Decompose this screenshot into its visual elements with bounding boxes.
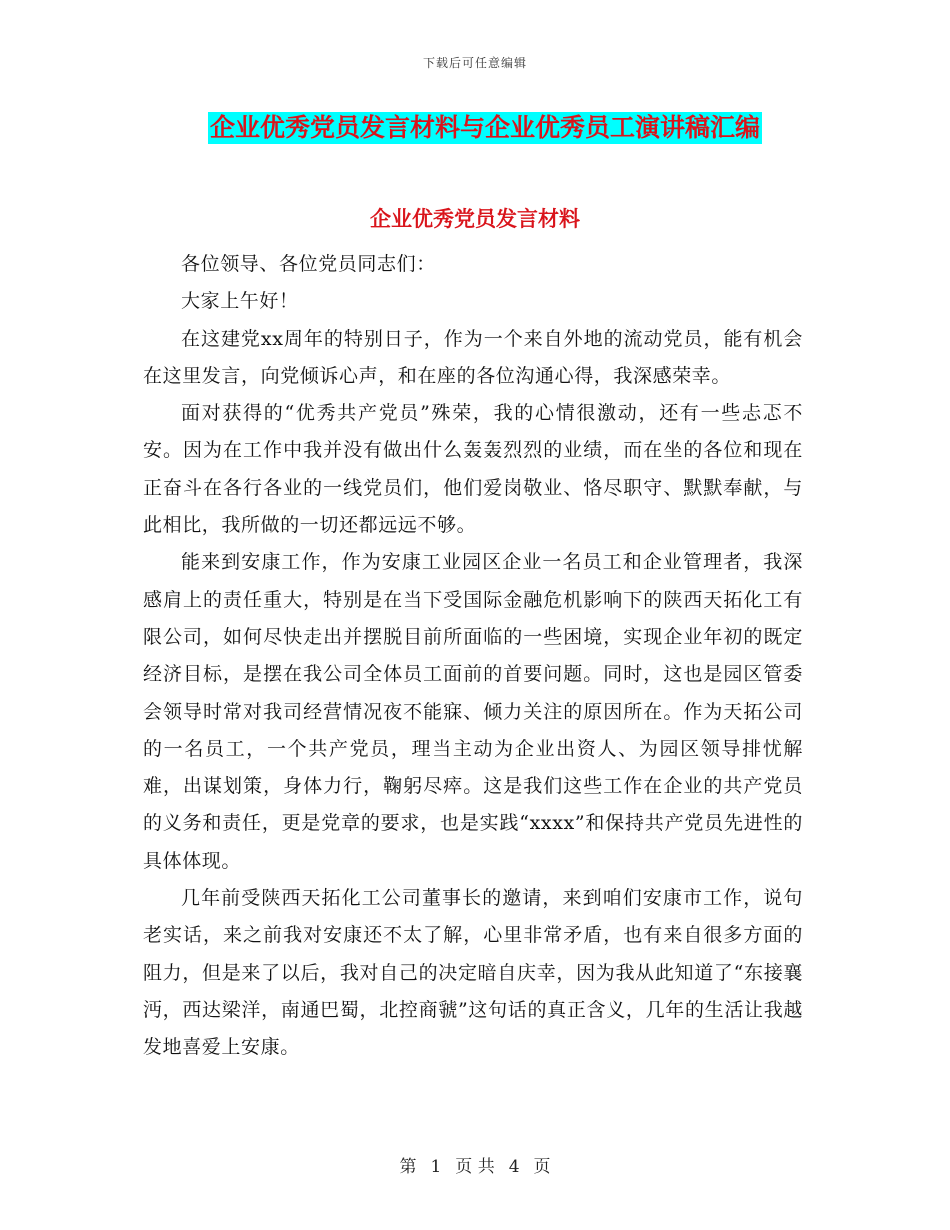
paragraph-greeting: 大家上午好！: [181, 290, 299, 313]
page-footer: [0, 1152, 950, 1177]
paragraph: 在这建党xx周年的特别日子，作为一个来自外地的流动党员，能有机会在这里发言，向党倾诉心声，和在座的各位沟通心得，我深感荣幸。: [143, 327, 803, 387]
paragraph: 能来到安康工作，作为安康工业园区企业一名员工和企业管理者，我深感肩上的责任重大，特别是在当下受国际金融危机影响下的陕西天拓化工有限公司，如何尽快走出并摆脱目前所面临的一些困境，实现企业年初的既定经济目标，是摆在我公司全体员工面前的首要问题。同时，这也是园区管委会领导时常对我司经营情况夜不能寐、倾力关注的原因所在。作为天拓公司的一名员工，一个共产党员，理当主动为企业出资人、为园区领导排忧解难，出谋划策，身体力行，鞠躬尽瘁。这是我们这些工作在企业的共产党员的义务和责任，更是党章的要求，也是实践“xxxx”和保持共产党员先进性的具体体现。: [143, 551, 803, 872]
page-label-suffix: 页: [533, 1157, 551, 1177]
page-label-prefix: 第: [399, 1157, 417, 1177]
paragraph: 几年前受陕西天拓化工公司董事长的邀请，来到咱们安康市工作，说句老实话，来之前我对安康还不太了解，心里非常矛盾，也有来自很多方面的阻力，但是来了以后，我对自己的决定暗自庆幸，因为我从此知道了“东接襄沔，西达梁洋，南通巴蜀，北控商虢”这句话的真正含义，几年的生活让我越发地喜爱上安康。: [143, 887, 803, 1059]
document-body: [143, 246, 803, 1067]
page-number: 1: [430, 1157, 442, 1177]
section-title: 企业优秀党员发言材料: [370, 206, 580, 231]
paragraph: 面对获得的“优秀共产党员”殊荣，我的心情很激动，还有一些忐忑不安。因为在工作中我并没有做出什么轰轰烈烈的业绩，而在坐的各位和现在正奋斗在各行各业的一线党员们，他们爱岗敬业、恪尽职守、默默奉献，与此相比，我所做的一切还都远远不够。: [143, 402, 803, 537]
paragraph-salutation: 各位领导、各位党员同志们：: [181, 253, 436, 275]
page-label-mid: 页 共: [455, 1157, 495, 1177]
header-note: 下载后可任意编辑: [422, 56, 527, 70]
page-total: 4: [508, 1157, 520, 1177]
document-title: 企业优秀党员发言材料与企业优秀员工演讲稿汇编: [210, 113, 761, 142]
